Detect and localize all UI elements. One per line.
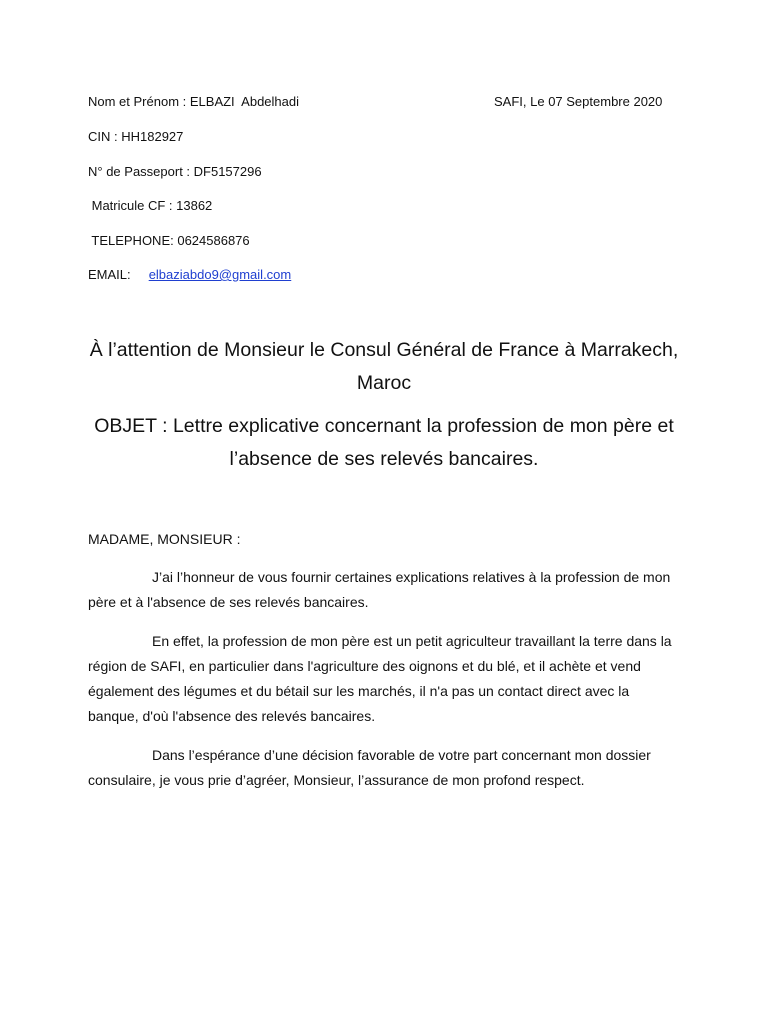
paragraph-1: J’ai l’honneur de vous fournir certaines explications relatives à la profession de mon père et à l'absence de ses relevés bancaires.: [88, 569, 671, 610]
sender-telephone: TELEPHONE: 0624586876: [88, 233, 250, 248]
subject-line: OBJET : Lettre explicative concernant la profession de mon père et l’absence de ses relevés bancaires.: [94, 415, 674, 470]
sender-matricule: Matricule CF : 13862: [88, 198, 213, 213]
sender-email-row: [88, 266, 291, 283]
salutation: MADAME, MONSIEUR :: [88, 531, 241, 547]
paragraph-1-block: [88, 565, 678, 615]
letter-date: SAFI, Le 07 Septembre 2020: [494, 94, 663, 109]
sender-email-link[interactable]: elbaziabdo9@gmail.com: [148, 267, 292, 282]
sender-cin: CIN : HH182927: [88, 129, 184, 144]
attention-line: À l’attention de Monsieur le Consul Général de France à Marrakech, Maroc: [89, 339, 679, 394]
paragraph-2: En effet, la profession de mon père est un petit agriculteur travaillant la terre dans la région de SAFI, en particulier dans l'agriculture des oignons et du blé, et il achète et vend également des légumes et du bétail sur les marchés, il n'a pas un contact direct avec la banque, d'où l'absence des relevés bancaires.: [88, 633, 672, 724]
sender-email-label: EMAIL:: [88, 267, 149, 282]
sender-name: Nom et Prénom : ELBAZI Abdelhadi: [88, 94, 299, 109]
sender-passport: N° de Passeport : DF5157296: [88, 164, 262, 179]
paragraph-3-block: [88, 743, 678, 793]
paragraph-3: Dans l’espérance d’une décision favorable de votre part concernant mon dossier consulaire, je vous prie d’agréer, Monsieur, l’assurance de mon profond respect.: [88, 747, 651, 788]
paragraph-2-block: [88, 629, 678, 729]
